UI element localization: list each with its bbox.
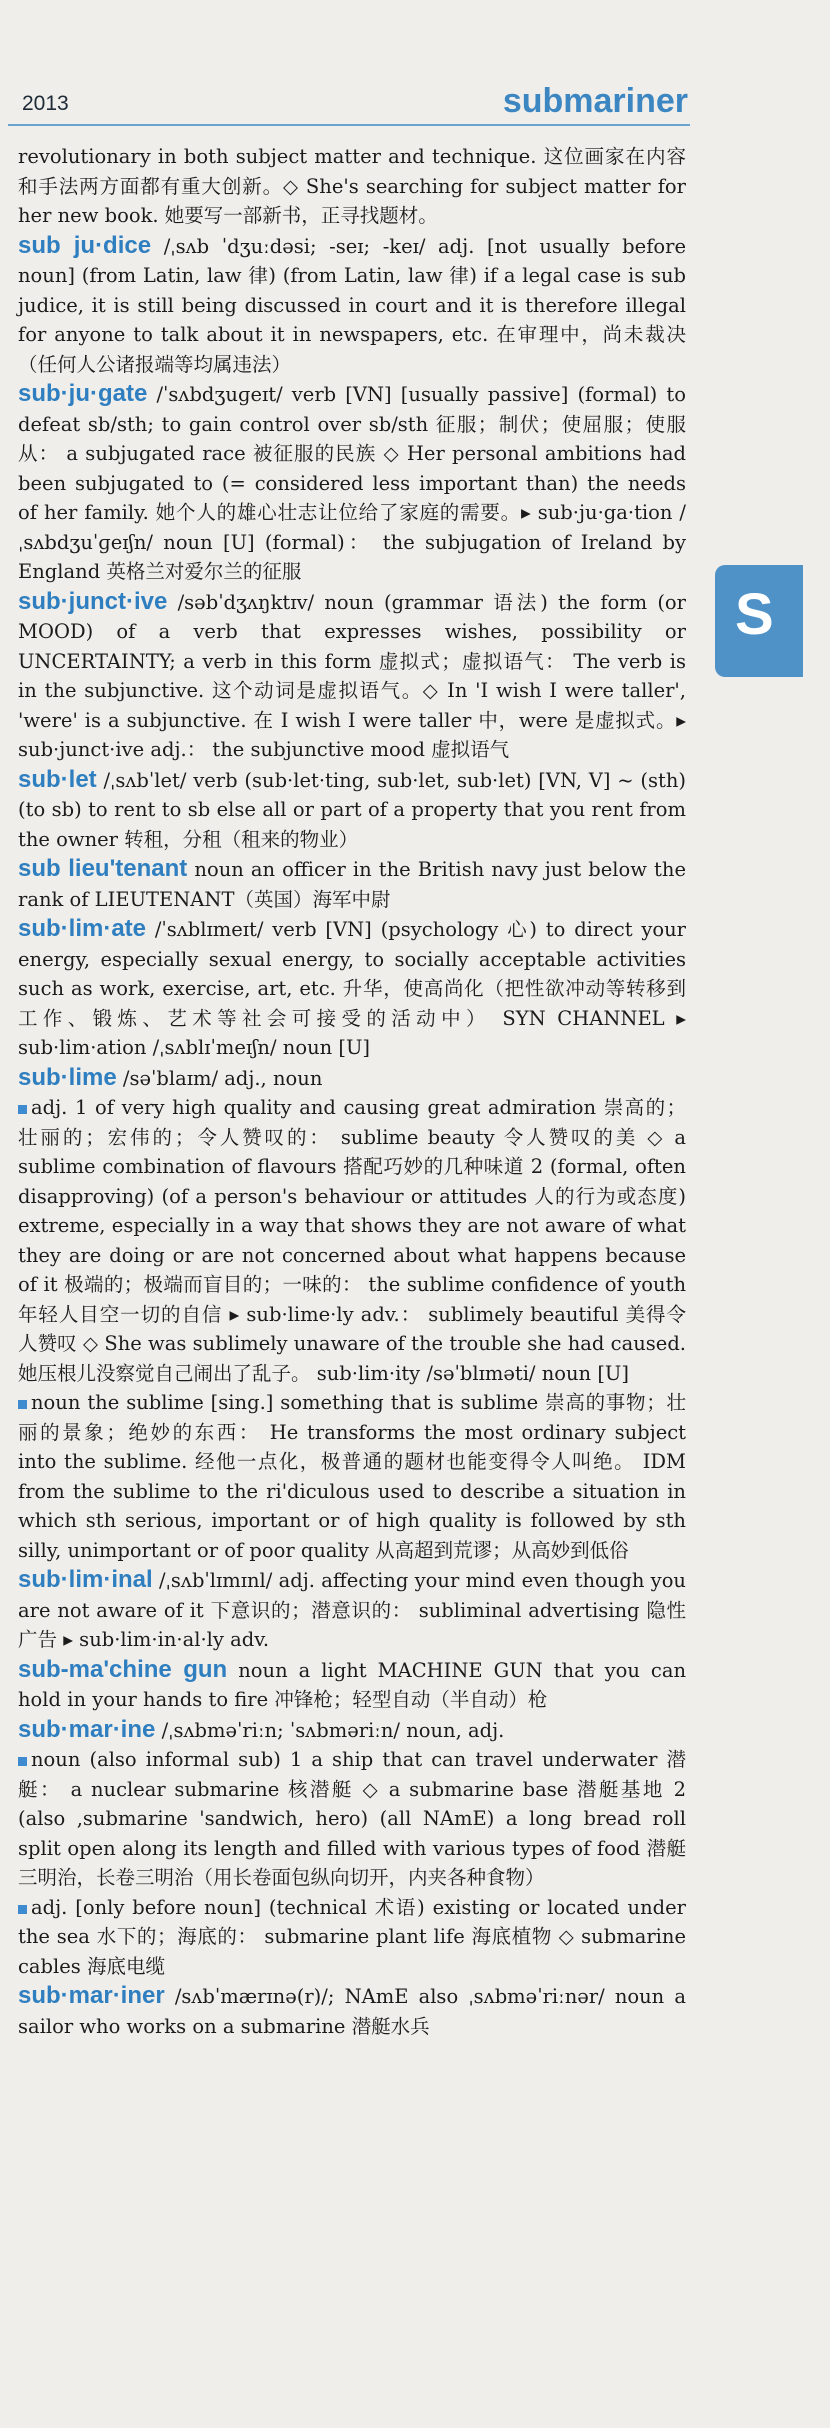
entry-headword: sub lieu'tenant <box>18 855 188 882</box>
entry-subjunctive: sub·junct·ive /səbˈdʒʌŋktɪv/ noun (grammar 语法) the form (or MOOD) of a verb that expresses wishes, possibility or UNCERTAINTY; a verb in this form 虚拟式；虚拟语气： The verb is in the subjunctive. 这个动词是虚拟语气。◇ In 'I wish I were taller', 'were' is a subjunctive. 在 I wish I were taller 中，were 是虚拟式。▸ sub·junct·ive adj.： the subjunctive mood 虚拟语气 <box>18 587 686 761</box>
entry-headword: sub·mar·iner <box>18 1982 165 2009</box>
entry-submarine-adj: adj. [only before noun] (technical 术语) existing or located under the sea 水下的；海底的： submarine plant life 海底植物 ◇ submarine cables 海底电缆 <box>18 1895 686 1978</box>
entry-headword: sub-ma'chine gun <box>18 1655 228 1683</box>
page-header <box>8 84 690 126</box>
entry-headword: sub·ju·gate <box>18 380 148 407</box>
entry-headword: sub·mar·ine <box>18 1715 156 1743</box>
entry-sublimate: sub·lim·ate /ˈsʌblɪmeɪt/ verb [VN] (psychology 心) to direct your energy, especially sexual energy, to socially acceptable activities such as work, exercise, art, etc. 升华，使高尚化（把性欲冲动等转移到工作、锻炼、艺术等社会可接受的活动中） SYN CHANNEL ▸ sub·lim·ation /ˌsʌblɪˈmeɪʃn/ noun [U] <box>18 915 686 1059</box>
entry-sublime: sub·lime /səˈblaɪm/ adj., noun <box>18 1063 323 1091</box>
entry-subjugate: sub·ju·gate /ˈsʌbdʒuɡeɪt/ verb [VN] [usually passive] (formal) to defeat sb/sth; to gain control over sb/sth 征服；制伏；使屈服；使服从： a subjugated race 被征服的民族 ◇ Her personal ambitions had been subjugated to (= considered less important than) the needs of her family. 她个人的雄心壮志让位给了家庭的需要。▸ sub·ju·ga·tion /ˌsʌbdʒuˈɡeɪʃn/ noun [U] (formal)： the subjugation of Ireland by England 英格兰对爱尔兰的征服 <box>18 380 687 583</box>
entry-sublime-noun: noun the sublime [sing.] something that is sublime 崇高的事物；壮丽的景象；绝妙的东西： He transforms the most ordinary subject into the sublime. 经他一点化，极普通的题材也能变得令人叫绝。 IDM from the sublime to the ri'diculous used to describe a situation in which sth serious, important or of high quality is followed by sth silly, unimportant or of poor quality 从高超到荒谬；从高妙到低俗 <box>18 1391 686 1562</box>
entry-sublet: sub·let /ˌsʌbˈlet/ verb (sub·let·ting, sub·let, sub·let) [VN, V] ~ (sth) (to sb) to rent to sb else all or part of a property that you rent from the owner 转租，分租（租来的物业） <box>18 765 686 851</box>
entry-submachine-gun: sub-ma'chine gun noun a light MACHINE GUN that you can hold in your hands to fire 冲锋枪；轻型自动（半自动）枪 <box>18 1655 687 1711</box>
entry-headword: sub·lime <box>18 1063 117 1091</box>
entry-continuation: revolutionary in both subject matter and technique. 这位画家在内容和手法两方面都有重大创新。◇ She's searching for subject matter for her new book. 她要写一部新书，正寻找题材。 <box>18 145 686 227</box>
entry-sub-judice: sub ju·dice /ˌsʌb ˈdʒuːdəsi; -seɪ; -keɪ/ adj. [not usually before noun] (from Latin, law 律) (from Latin, law 律) if a legal case is sub judice, it is still being discussed in court and it is therefore illegal for anyone to talk about it in newspapers, etc. 在审理中，尚未裁决（任何人公诸报端等均属违法） <box>18 231 687 376</box>
entry-headword: sub ju·dice <box>18 231 152 259</box>
entry-subliminal: sub·lim·inal /ˌsʌbˈlɪmɪnl/ adj. affecting your mind even though you are not aware of it 下意识的；潜意识的： subliminal advertising 隐性广告 ▸ sub·lim·in·al·ly adv. <box>18 1566 686 1651</box>
entry-sublime-adj: adj. 1 of very high quality and causing great admiration 崇高的；壮丽的；宏伟的；令人赞叹的： sublime beauty 令人赞叹的美 ◇ a sublime combination of flavours 搭配巧妙的几种味道 2 (formal, often disapproving) (of a person's behaviour or attitudes 人的行为或态度) extreme, especially in a way that shows they are not aware of what they are doing or are not concerned about what happens because of it 极端的；极端而盲目的；一味的： the sublime confidence of youth 年轻人目空一切的自信 ▸ sub·lime·ly adv.： sublimely beautiful 美得令人赞叹 ◇ She was sublimely unaware of the trouble she had caused. 她压根儿没察觉自己闹出了乱子。 sub·lim·ity /səˈblɪməti/ noun [U] <box>18 1096 686 1385</box>
entry-sub-lieutenant: sub lieu'tenant noun an officer in the British navy just below the rank of LIEUTENANT（英国）海军中尉 <box>18 855 686 911</box>
entry-submarine: sub·mar·ine /ˌsʌbməˈriːn; ˈsʌbməriːn/ noun, adj. <box>18 1715 505 1743</box>
entry-headword: sub·junct·ive <box>18 587 168 615</box>
entry-submariner: sub·mar·iner /sʌbˈmærɪnə(r)/; NAmE also ˌsʌbməˈriːnər/ noun a sailor who works on a submarine 潜艇水兵 <box>18 1982 686 2038</box>
entry-headword: sub·lim·inal <box>18 1566 153 1593</box>
page-number: 2013 <box>22 92 69 115</box>
entry-headword: sub·lim·ate <box>18 915 147 942</box>
entry-headword: sub·let <box>18 765 97 793</box>
letter-tab-label: S <box>735 582 774 647</box>
letter-tab <box>715 565 803 677</box>
entry-submarine-noun: noun (also informal sub) 1 a ship that can travel underwater 潜艇： a nuclear submarine 核潜艇 ◇ a submarine base 潜艇基地 2 (also ,submarine 'sandwich, hero) (all NAmE) a long bread roll split open along its length and filled with various types of food 潜艇三明治，长卷三明治（用长卷面包纵向切开，内夹各种食物） <box>18 1748 686 1889</box>
square-bullet-icon <box>18 1400 27 1409</box>
running-headword: submariner <box>502 82 688 120</box>
square-bullet-icon <box>18 1105 27 1114</box>
square-bullet-icon <box>18 1905 27 1914</box>
square-bullet-icon <box>18 1757 27 1766</box>
entries <box>18 142 686 2041</box>
